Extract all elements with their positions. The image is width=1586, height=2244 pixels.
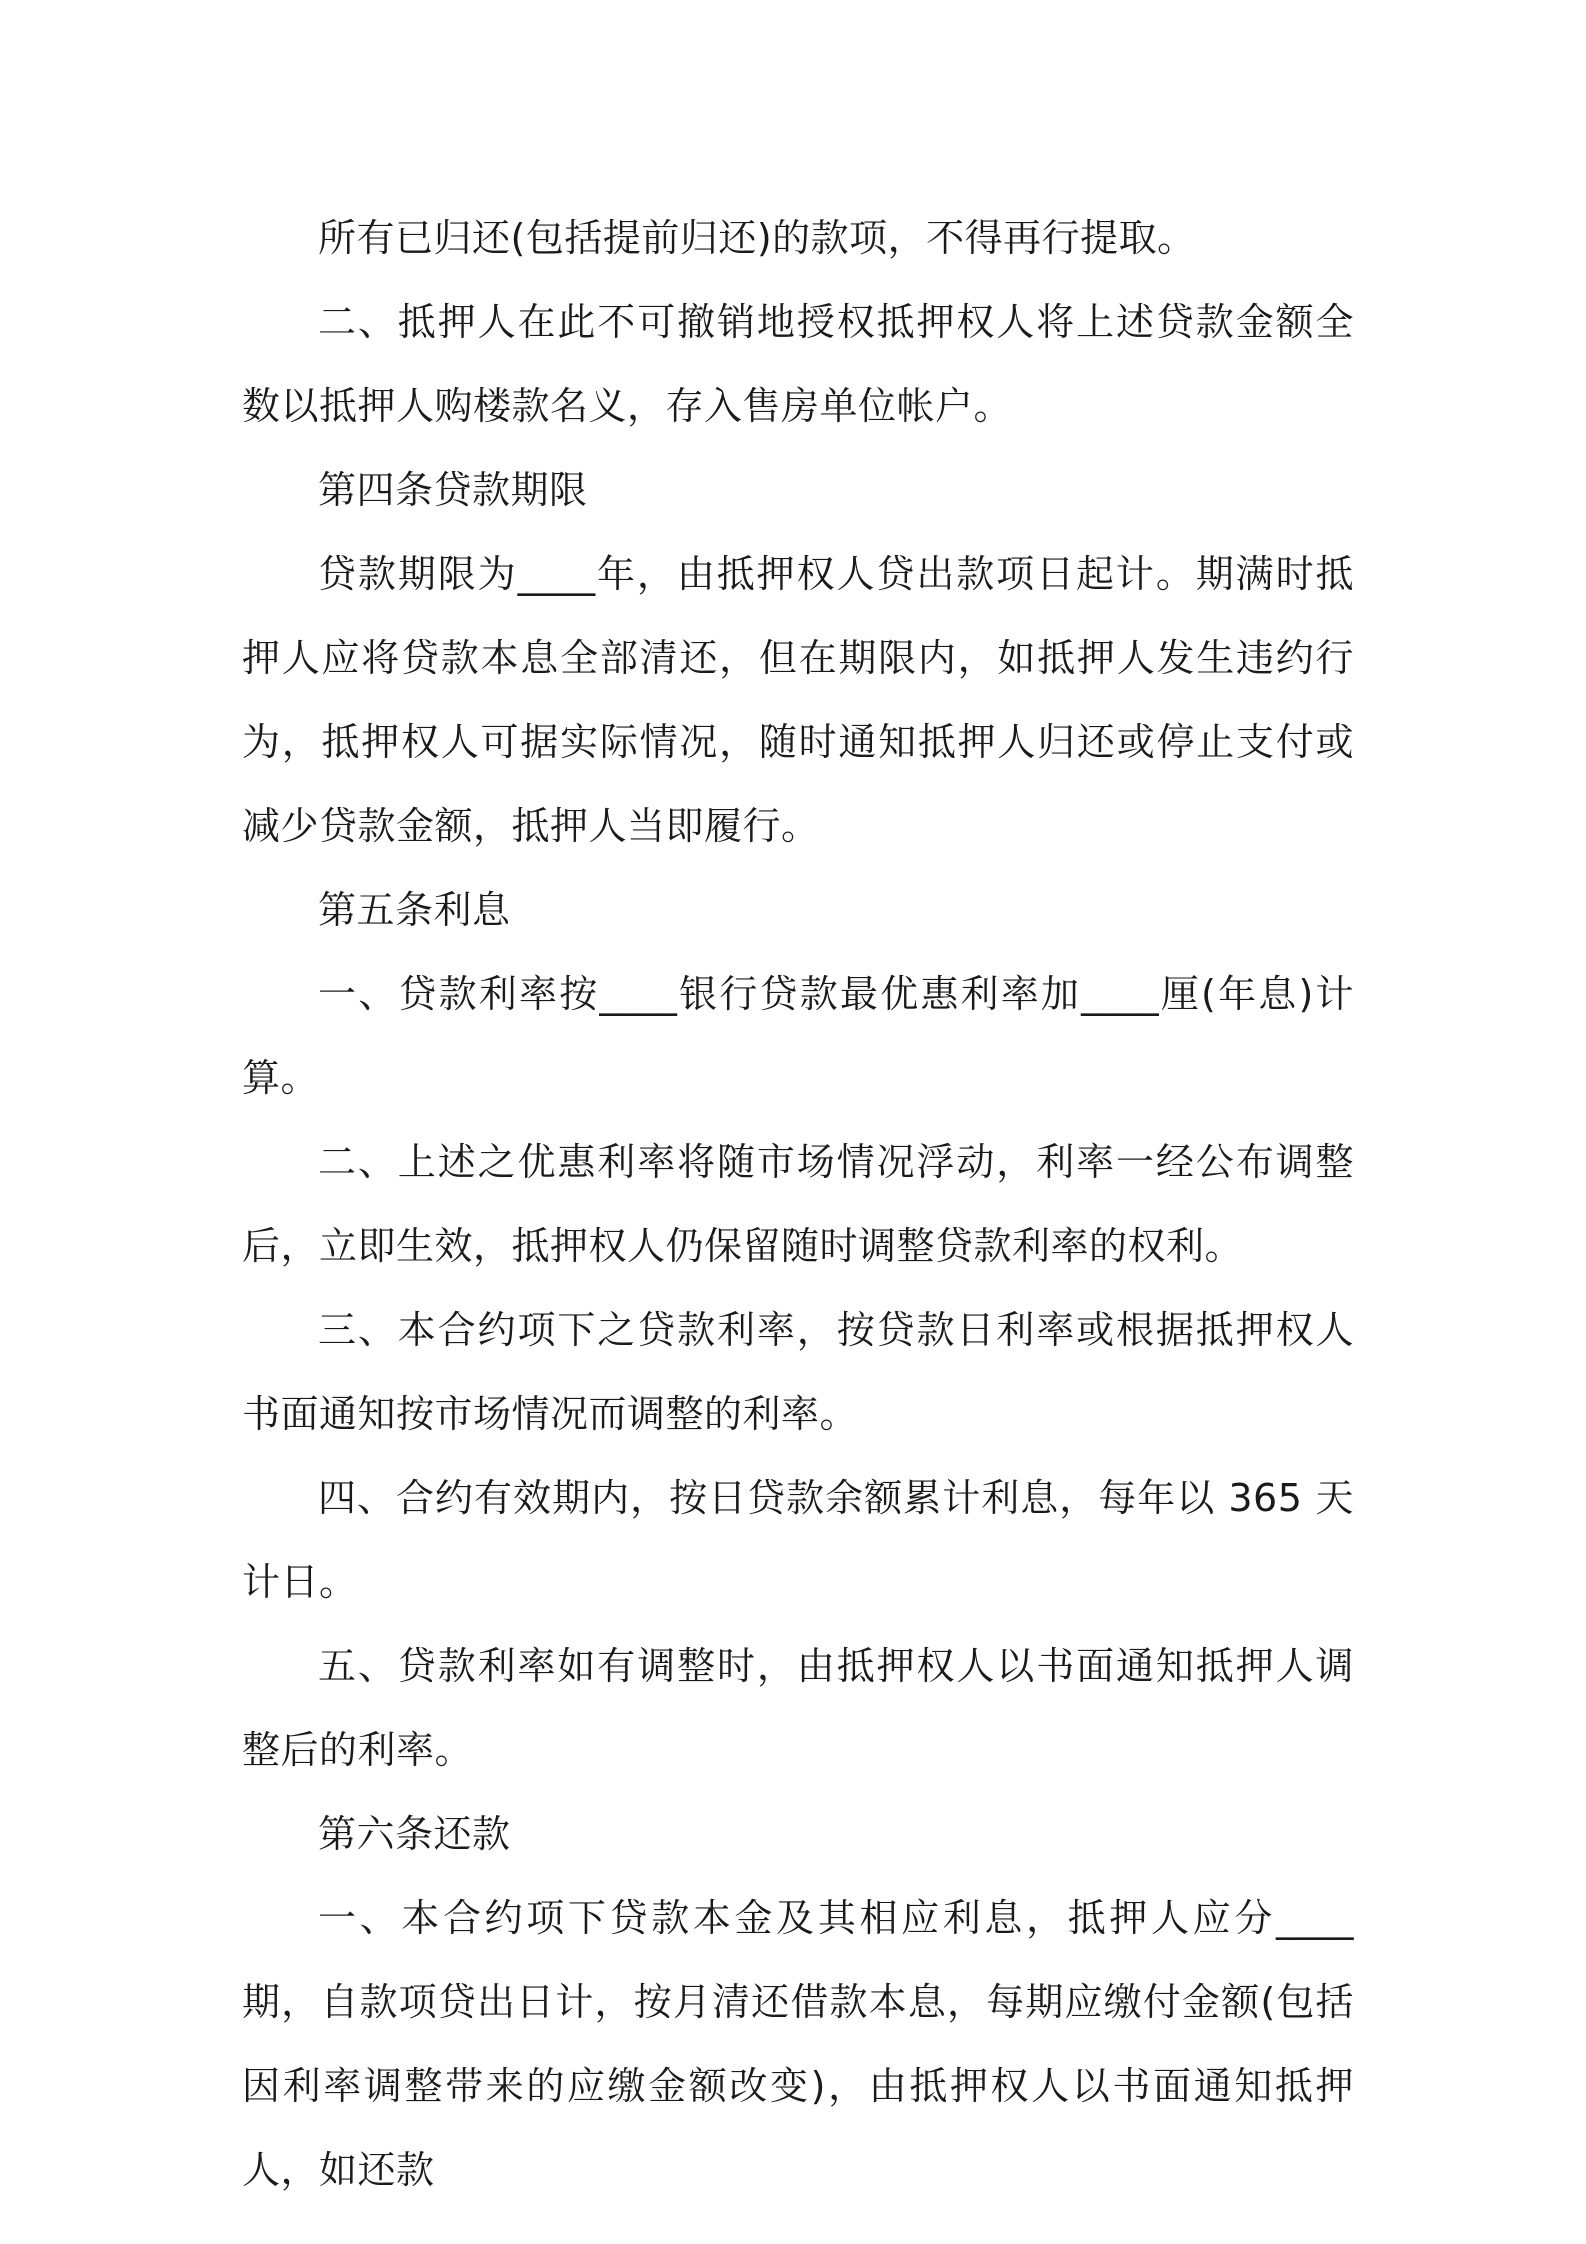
paragraph-authorization: 二、抵押人在此不可撤销地授权抵押权人将上述贷款金额全数以抵押人购楼款名义，存入售房单位帐户。 — [242, 300, 1354, 428]
paragraph-rate-basis: 三、本合约项下之贷款利率，按贷款日利率或根据抵押权人书面通知按市场情况而调整的利率。 — [242, 1308, 1354, 1436]
paragraph-repayment: 一、本合约项下贷款本金及其相应利息，抵押人应分____期，自款项贷出日计，按月清还借款本息，每期应缴付金额(包括因利率调整带来的应缴金额改变)，由抵押权人以书面通知抵押人，如还款 — [242, 1896, 1354, 2192]
document-body — [242, 196, 1354, 2212]
paragraph-daily-interest: 四、合约有效期内，按日贷款余额累计利息，每年以 365 天计日。 — [242, 1476, 1354, 1604]
paragraph-rate-floating: 二、上述之优惠利率将随市场情况浮动，利率一经公布调整后，立即生效，抵押权人仍保留随时调整贷款利率的权利。 — [242, 1140, 1354, 1268]
paragraph-rate-notice: 五、贷款利率如有调整时，由抵押权人以书面通知抵押人调整后的利率。 — [242, 1644, 1354, 1772]
paragraph-loan-term: 贷款期限为____年，由抵押权人贷出款项日起计。期满时抵押人应将贷款本息全部清还，但在期限内，如抵押人发生违约行为，抵押权人可据实际情况，随时通知抵押人归还或停止支付或减少贷款金额，抵押人当即履行。 — [242, 552, 1354, 848]
paragraph-repaid-funds: 所有已归还(包括提前归还)的款项，不得再行提取。 — [318, 216, 1196, 260]
paragraph-interest-rate: 一、贷款利率按____银行贷款最优惠利率加____厘(年息)计算。 — [242, 972, 1354, 1100]
section-heading-repayment: 第六条还款 — [318, 1812, 511, 1856]
section-heading-interest: 第五条利息 — [318, 888, 511, 932]
section-heading-loan-term: 第四条贷款期限 — [318, 468, 588, 512]
